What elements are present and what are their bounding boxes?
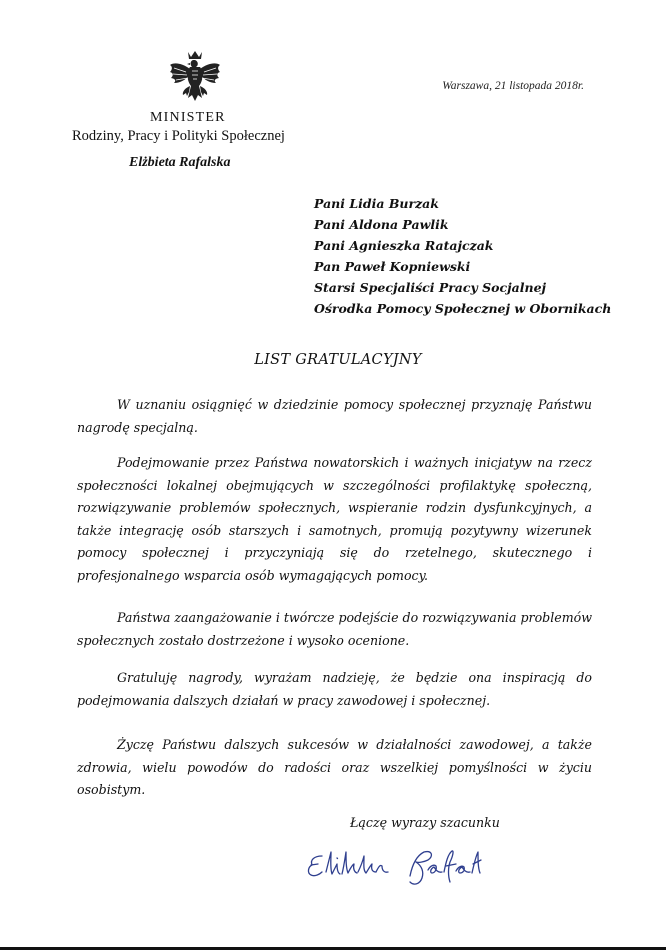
recipient-line: Pani Agnieszka Ratajczak: [314, 238, 494, 253]
letter-heading: [0, 352, 666, 368]
letter-heading-text: LIST GRATULACYJNY: [254, 352, 422, 368]
recipient-list: [314, 193, 611, 319]
letter-paragraph: Podejmowanie przez Państwa nowatorskich i ważnych inicjatyw na rzecz społeczności lokalnej obejmujących w szczególności profilaktykę społeczną, rozwiązywanie problemów społecznych, wspieranie rodzin dysfunkcyjnych, a także integrację osób starszych i samotnych, promują pozytywny wizerunek pomocy społecznej i przyczyniają się do rzetelnego, skutecznego i profesjonalnego wsparcia osób wymagających pomocy.: [77, 455, 592, 583]
letter-paragraph: Gratuluję nagrody, wyrażam nadzieję, że będzie ona inspiracją do podejmowania dalszych działań w pracy zawodowej i społecznej.: [77, 670, 592, 708]
letter-paragraph: Życzę Państwu dalszych sukcesów w działalności zawodowej, a także zdrowia, wielu powodów do radości oraz wszelkiej pomyślności w życiu osobistym.: [77, 737, 592, 797]
recipient-line: Starsi Specjaliści Pracy Socjalnej: [314, 280, 547, 295]
minister-name: Elżbieta Rafalska: [129, 155, 231, 170]
recipient-line: Pani Lidia Burzak: [314, 196, 439, 211]
recipient-line: Ośrodka Pomocy Społecznej w Obornikach: [314, 301, 612, 316]
letter-paragraph: W uznaniu osiągnięć w dziedzinie pomocy społecznej przyznaję Państwu nagrodę specjalną.: [77, 397, 592, 435]
recipient-line: Pan Paweł Kopniewski: [314, 259, 471, 274]
letter-date: Warszawa, 21 listopada 2018r.: [442, 80, 584, 92]
polish-eagle-emblem-icon: [168, 48, 222, 106]
ministry-name: Rodziny, Pracy i Polityki Społecznej: [72, 128, 285, 144]
handwritten-signature: [300, 842, 530, 892]
letter-paragraph: Państwa zaangażowanie i twórcze podejście do rozwiązywania problemów społecznych zostało dostrzeżone i wysoko ocenione.: [77, 610, 592, 648]
closing-salutation: Łączę wyrazy szacunku: [350, 815, 500, 830]
recipient-line: Pani Aldona Pawlik: [314, 217, 449, 232]
page-bottom-edge: [0, 947, 666, 950]
minister-title: MINISTER: [150, 110, 226, 125]
